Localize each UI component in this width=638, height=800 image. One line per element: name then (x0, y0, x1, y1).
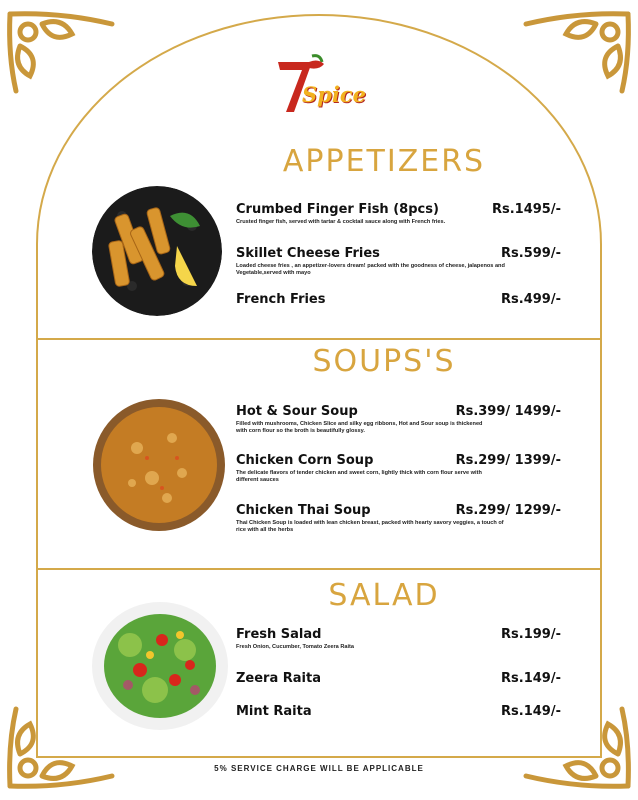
item-name: Zeera Raita (236, 671, 321, 686)
item-price: Rs.299/ 1299/- (455, 503, 561, 518)
menu-item (236, 453, 561, 484)
item-description: Crusted finger fish, served with tartar & cocktail sauce along with French fries. (236, 219, 446, 225)
item-price: Rs.399/ 1499/- (455, 404, 561, 419)
item-name: Hot & Sour Soup (236, 404, 358, 419)
section-divider (36, 338, 602, 340)
ornament-corner-icon (516, 6, 636, 96)
section-title-soups: SOUPS'S (312, 344, 456, 379)
section-title-salad: SALAD (328, 578, 440, 613)
finger-fish-plate-image (92, 186, 222, 316)
menu-item (236, 292, 561, 307)
menu-item (236, 627, 561, 651)
service-charge-note: 5% SERVICE CHARGE WILL BE APPLICABLE (214, 764, 424, 773)
logo-text: Spice (302, 82, 366, 107)
item-name: Mint Raita (236, 704, 312, 719)
item-price: Rs.199/- (501, 627, 561, 642)
item-description: Fresh Onion, Cucumber, Tomato Zeera Raita (236, 644, 355, 650)
item-name: Chicken Corn Soup (236, 453, 374, 468)
menu-item (236, 704, 561, 719)
item-name: Chicken Thai Soup (236, 503, 371, 518)
item-price: Rs.599/- (501, 246, 561, 261)
ornament-corner-icon (2, 6, 122, 96)
item-name: Skillet Cheese Fries (236, 246, 380, 261)
item-name: French Fries (236, 292, 326, 307)
section-divider (36, 568, 602, 570)
item-price: Rs.149/- (501, 671, 561, 686)
arch-bottom-line (36, 756, 602, 758)
item-price: Rs.299/ 1399/- (455, 453, 561, 468)
menu-item (236, 503, 561, 534)
menu-item (236, 671, 561, 686)
section-title-appetizers: APPETIZERS (282, 144, 486, 179)
menu-item (236, 202, 561, 226)
item-description: Thai Chicken Soup is loaded with lean chicken breast, packed with hearty savory veggies, a touch of rice with all the herbs (236, 520, 504, 533)
item-description: Filled with mushrooms, Chicken Slice and silky egg ribbons, Hot and Sour soup is thickened with corn flour so the broth is beautifully glossy. (236, 421, 483, 434)
item-name: Crumbed Finger Fish (8pcs) (236, 202, 439, 217)
item-name: Fresh Salad (236, 627, 322, 642)
soup-bowl-image (92, 398, 226, 532)
salad-bowl-image (90, 600, 230, 732)
item-price: Rs.149/- (501, 704, 561, 719)
menu-item (236, 404, 561, 435)
item-price: Rs.1495/- (491, 202, 561, 217)
item-description: Loaded cheese fries , an appetizer-lovers dream! packed with the goodness of cheese, jalapenos and Vegetable,served with mayo (236, 263, 505, 276)
item-price: Rs.499/- (501, 292, 561, 307)
item-description: The delicate flavors of tender chicken and sweet corn, lightly thick with corn flour serve with different sauces (236, 470, 482, 483)
menu-item (236, 246, 561, 277)
